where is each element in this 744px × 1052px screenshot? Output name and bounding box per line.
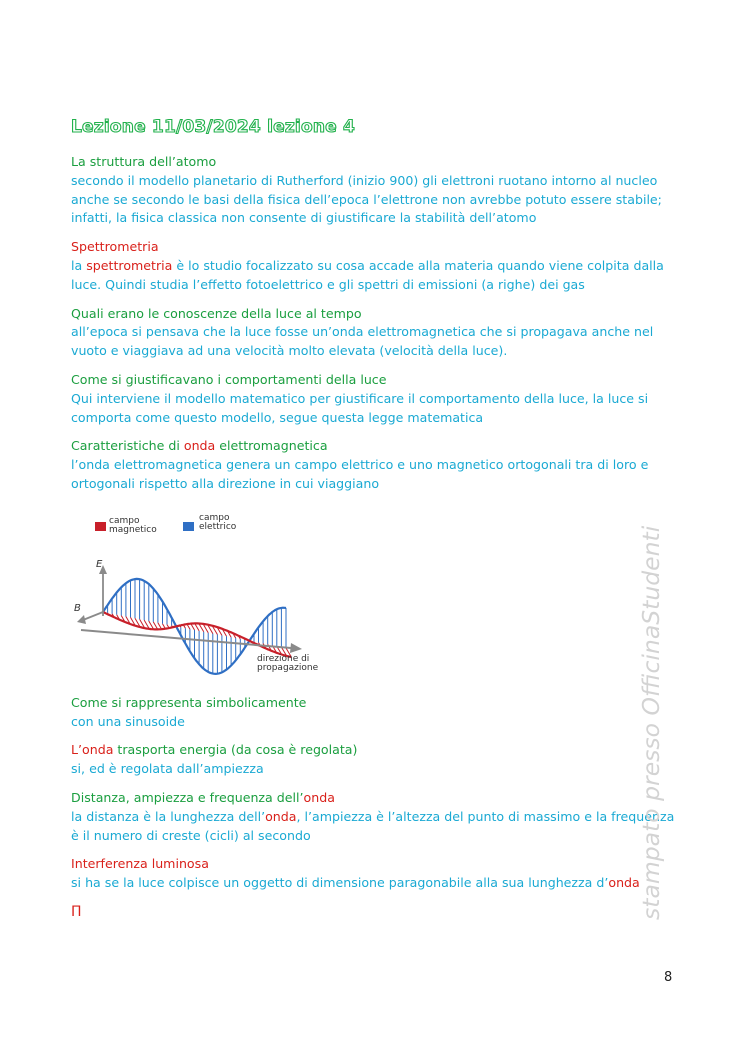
section-heading: La struttura dell’atomo (71, 154, 217, 169)
highlight-term: onda (608, 875, 640, 891)
section-heading: Interferenza luminosa (71, 856, 209, 872)
legend-electric-label (199, 514, 236, 533)
watermark: stampato presso OfficinaStudenti (637, 525, 665, 920)
body-text: la distanza è la lunghezza dell’ (71, 808, 266, 824)
section-heading (71, 741, 681, 760)
legend-electric-swatch (183, 522, 194, 531)
body-text: la (71, 257, 87, 273)
pi-symbol: Π (71, 903, 82, 920)
section-wave-parameters (71, 789, 681, 845)
section-body: Qui interviene il modello matematico per giustificare il comportamento della luce, la luce si comporta come questo modello, segue questa legge matematica (71, 390, 649, 425)
em-wave-figure (71, 508, 351, 678)
body-text: è lo studio focalizzato su cosa accade alla materia quando viene colpita dalla luce. Quindi studia l’effetto fotoelettrico e gli spettri di emissioni (a righe) dei gas (71, 257, 664, 292)
section-body (71, 808, 681, 846)
highlight-term: spettrometria (86, 257, 173, 273)
direction-label (257, 655, 318, 674)
section-heading: Quali erano le conoscenze della luce al tempo (71, 305, 362, 321)
section-heading: Come si giustificavano i comportamenti della luce (71, 371, 387, 387)
section-body: all’epoca si pensava che la luce fosse un’onda elettromagnetica che si propagava anche nel vuoto e viaggiava ad una velocità molto elevata (velocità della luce). (71, 324, 654, 359)
legend-magnetic-label (109, 517, 157, 536)
section-spectrometry (71, 238, 681, 294)
section-light-knowledge (71, 305, 681, 361)
section-symbolic-representation (71, 694, 681, 732)
section-em-wave (71, 437, 681, 493)
heading-text: Caratteristiche di (71, 438, 184, 454)
section-wave-energy (71, 741, 681, 779)
section-light-behaviour (71, 371, 681, 427)
axis-e-label: E (96, 558, 103, 570)
legend-text: campo (109, 515, 140, 526)
body-text: , l’ampiezza è l’altezza del punto di massimo e la frequenza è il numero di creste (cicli) al secondo (71, 808, 675, 843)
direction-text: propagazione (257, 663, 319, 674)
highlight-term: onda (183, 438, 216, 454)
section-body (71, 257, 681, 295)
legend-text: campo (199, 512, 230, 523)
legend-text: elettrico (199, 522, 237, 533)
section-heading (71, 789, 681, 808)
heading-text: elettromagnetica (215, 438, 328, 454)
section-heading (71, 437, 681, 456)
section-heading: Come si rappresenta simbolicamente (71, 694, 307, 710)
b-arrowhead (77, 615, 86, 624)
highlight-term: L’onda (71, 742, 114, 758)
axis-b-label: B (74, 602, 81, 614)
heading-text: trasporta energia (da cosa è regolata) (113, 742, 358, 758)
section-body: si, ed è regolata dall’ampiezza (71, 761, 264, 777)
section-interference (71, 855, 681, 893)
lesson-content (71, 153, 681, 922)
highlight-term: onda (265, 808, 297, 824)
highlight-term: onda (303, 789, 335, 805)
section-heading: Spettrometria (71, 239, 159, 255)
heading-text: Distanza, ampiezza e frequenza dell’ (71, 789, 304, 805)
section-body: con una sinusoide (71, 713, 185, 729)
section-atom-structure (71, 153, 681, 228)
b-axis (83, 612, 103, 620)
page-number: 8 (664, 970, 673, 985)
body-text: si ha se la luce colpisce un oggetto di dimensione paragonabile alla sua lunghezza d’ (71, 875, 609, 891)
section-body: l’onda elettromagnetica genera un campo elettrico e uno magnetico ortogonali tra di loro e ortogonali rispetto alla direzione in cui viaggiano (71, 457, 649, 491)
section-body: secondo il modello planetario di Rutherford (inizio 900) gli elettroni ruotano intorno al nucleo anche se secondo le basi della fisica dell’epoca l’elettrone non avrebbe potuto essere stabile; infatti, la fisica classica non consente di giustificare la stabilità dell’atomo (71, 172, 662, 226)
direction-text: direzione di (257, 653, 310, 664)
legend-magnetic-swatch (95, 522, 106, 531)
section-body (71, 874, 681, 893)
legend-text: magnetico (109, 525, 157, 536)
propagation-arrowhead (290, 643, 302, 653)
lesson-title: Lezione 11/03/2024 lezione 4 (71, 117, 356, 137)
